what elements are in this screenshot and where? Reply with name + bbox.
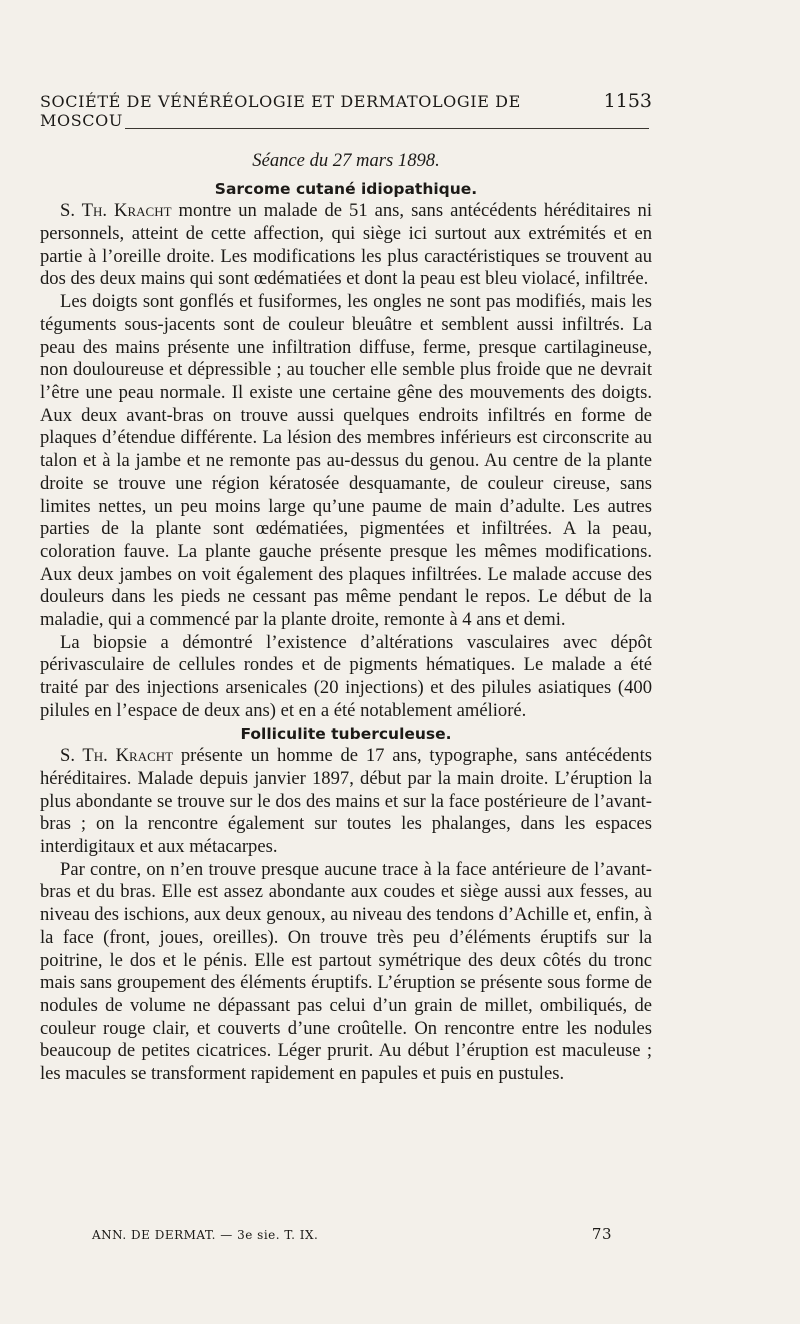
paragraph: La biopsie a démontré l’existence d’altérations vasculaires avec dépôt périvasculaire de cellules rondes et de pigments hématiques. Le malade a été traité par des injections arsenicales (20 injections) et des pilules asiatiques (400 pilules en l’espace de deux ans) et en a été notablement amélioré. <box>40 631 652 721</box>
paragraph: Par contre, on n’en trouve presque aucune trace à la face antérieure de l’avant-bras et du bras. Elle est assez abondante aux coudes et siège aussi aux fesses, au niveau des ischions, aux deux genoux, au niveau des tendons d’Achille et, enfin, à la face (front, joues, oreilles). On trouve très peu d’éléments éruptifs sur la poitrine, le dos et le pénis. Elle est partout symétrique des deux côtés du tronc mais sans groupement des éléments éruptifs. L’éruption se présente sous forme de nodules de volume ne dépassant pas celui d’un grain de millet, ombiliqués, de couleur rouge clair, et couverts d’une croûtelle. On rencontre entre les nodules beaucoup de petites cicatrices. Léger prurit. Au début l’éruption est maculeuse ; les macules se transforment rapidement en papules et puis en pustules. <box>40 858 652 1085</box>
paragraph: Les doigts sont gonflés et fusiformes, les ongles ne sont pas modifiés, mais les téguments sous-jacents sont de couleur bleuâtre et semblent aussi infiltrés. La peau des mains présente une infiltration diffuse, ferme, presque cartilagineuse, non douloureuse et dépressible ; au toucher elle semble plus froide que ne devrait l’être une peau normale. Il existe une certaine gêne des mouvements des doigts. Aux deux avant-bras on trouve aussi quelques endroits infiltrés en forme de plaques d’étendue différente. La lésion des membres inférieurs est circonscrite au talon et à la jambe et ne remonte pas au-dessus du genou. Au centre de la plante droite se trouve une région kératosée desquamante, de couleur cireuse, sans limites nettes, un peu moins large qu’une paume de main d’adulte. Les autres parties de la plante sont œdématiées, pigmentées et infiltrées. A la peau, coloration fauve. La plante gauche présente presque les mêmes modifications. Aux deux jambes on voit également des plaques infiltrées. Le malade accuse des douleurs dans les pieds ne cessant pas même pendant le repos. Le début de la maladie, qui a commencé par la plante droite, remonte à 4 ans et demi. <box>40 291 652 631</box>
paragraph <box>40 745 652 859</box>
section-title-folliculite: Folliculite tuberculeuse. <box>240 724 452 743</box>
page-number: 1153 <box>603 90 652 112</box>
paragraph <box>40 200 652 291</box>
running-head <box>40 90 652 130</box>
header-rule <box>125 128 649 129</box>
paragraph-text: montre un malade de 51 ans, sans antécédents héréditaires ni personnels, atteint de cette affection, qui siège ici surtout aux extrémités et en partie à l’oreille droite. Les modifications les plus caractéristiques se trouvent au dos des deux mains qui sont œdématiées et dont la peau est bleu violacé, infiltrée. <box>40 200 652 290</box>
section-title-sarcome: Sarcome cutané idiopathique. <box>214 179 478 198</box>
author-name: S. Th. Kracht <box>60 745 174 767</box>
paragraph-text: présente un homme de 17 ans, typographe, sans antécédents héréditaires. Malade depuis janvier 1897, début par la main droite. L’éruption la plus abondante se trouve sur le dos des mains et sur la face postérieure de l’avant-bras ; on la rencontre également sur toutes les phalanges, dans les espaces interdigitaux et aux métacarpes. <box>40 745 652 858</box>
sheet-signature: 73 <box>591 1225 612 1243</box>
author-name: S. Th. Kracht <box>60 200 172 222</box>
page-footer <box>92 1225 612 1243</box>
session-date: Séance du 27 mars 1898. <box>252 150 440 171</box>
journal-signature: ANN. DE DERMAT. — 3e sie. T. IX. <box>92 1228 319 1242</box>
article-body <box>40 150 652 1086</box>
running-title: SOCIÉTÉ DE VÉNÉRÉOLOGIE ET DERMATOLOGIE DE MOSCOU <box>40 92 521 130</box>
